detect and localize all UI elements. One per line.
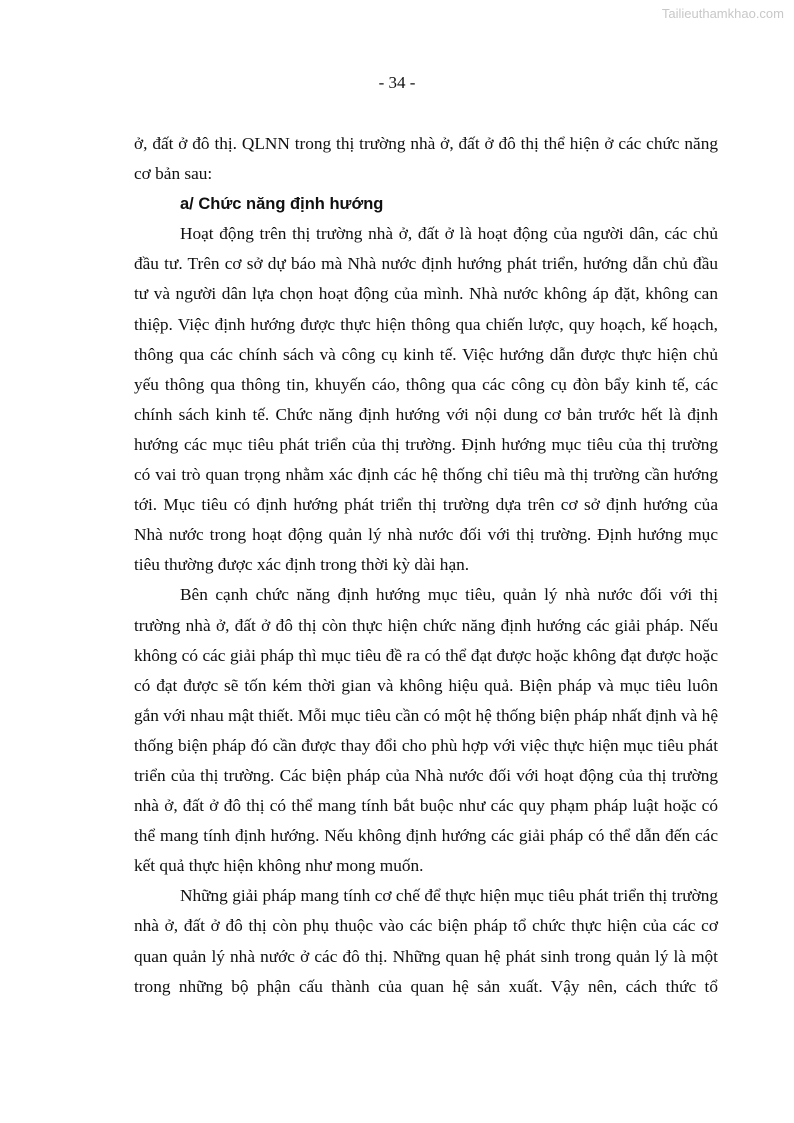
paragraph: Bên cạnh chức năng định hướng mục tiêu, quản lý nhà nước đối với thị trường nhà ở, đất ở đô thị còn thực hiện chức năng định hướng các giải pháp. Nếu không có các giải pháp thì mục tiêu đề ra có thể đạt được hoặc không đạt được hoặc có đạt được sẽ tốn kém thời gian và không hiệu quả. Biện pháp và mục tiêu luôn gắn với nhau mật thiết. Mỗi mục tiêu cần có một hệ thống biện pháp nhất định và hệ thống biện pháp đó cần được thay đổi cho phù hợp với việc thực hiện mục tiêu phát triển của thị trường. Các biện pháp của Nhà nước đối với hoạt động của thị trường nhà ở, đất ở đô thị có thể mang tính bắt buộc như các quy phạm pháp luật hoặc có thể mang tính định hướng. Nếu không định hướng các giải pháp có thể dẫn đến các kết quả thực hiện không như mong muốn. [134,585,718,876]
page-number: - 34 - [378,73,416,92]
paragraph: Hoạt động trên thị trường nhà ở, đất ở là hoạt động của người dân, các chủ đầu tư. Trên cơ sở dự báo mà Nhà nước định hướng phát triển, hướng dẫn chủ đầu tư và người dân lựa chọn hoạt động của mình. Nhà nước không áp đặt, không can thiệp. Việc định hướng được thực hiện thông qua chiến lược, quy hoạch, kế hoạch, thông qua các chính sách và công cụ kinh tế. Việc hướng dẫn được thực hiện chủ yếu thông qua thông tin, khuyến cáo, thông qua các công cụ đòn bẩy kinh tế, các chính sách kinh tế. Chức năng định hướng với nội dung cơ bản trước hết là định hướng các mục tiêu phát triển của thị trường. Định hướng mục tiêu của thị trường có vai trò quan trọng nhằm xác định các hệ thống chỉ tiêu mà thị trường cần hướng tới. Mục tiêu có định hướng phát triển thị trường dựa trên cơ sở định hướng của Nhà nước trong hoạt động quản lý nhà nước đối với thị trường. Định hướng mục tiêu thường được xác định trong thời kỳ dài hạn. [134,224,718,575]
watermark: Tailieuthamkhao.com [661,6,784,21]
intro-paragraph: ở, đất ở đô thị. QLNN trong thị trường nhà ở, đất ở đô thị thể hiện ở các chức năng cơ bản sau: [134,134,718,184]
document-body [134,129,718,1002]
paragraph: Những giải pháp mang tính cơ chế để thực hiện mục tiêu phát triển thị trường nhà ở, đất ở đô thị còn phụ thuộc vào các biện pháp tổ chức thực hiện của các cơ quan quản lý nhà nước ở các đô thị. Những quan hệ phát sinh trong quản lý là một trong những bộ phận cấu thành của quan hệ sản xuất. Vậy nên, cách thức tổ [134,886,718,996]
section-heading: a/ Chức năng định hướng [180,195,384,214]
